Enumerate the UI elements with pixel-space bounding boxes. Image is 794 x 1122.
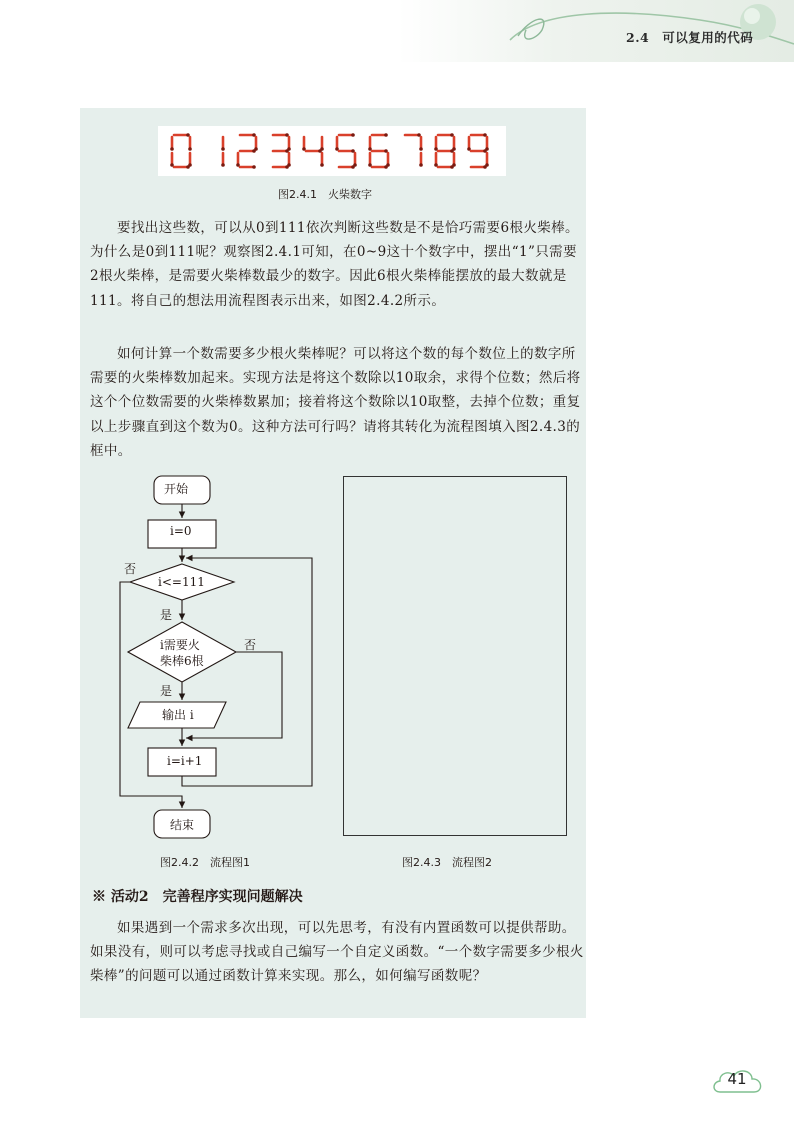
matchstick-head: [285, 149, 289, 153]
page-number-text: 41: [727, 1070, 747, 1088]
flowchart-condition-2-line-1: i需要火: [160, 638, 200, 652]
matchstick-head: [318, 149, 322, 153]
activity-2-paragraph: 如果遇到一个需求多次出现，可以先思考，有没有内置函数可以提供帮助。如果没有，则可以考虑寻找或自己编写一个自定义函数。“一个数字需要多少根火柴棒”的问题可以通过函数计算来实现。那么，如何编写函数呢？: [90, 920, 584, 985]
matchstick-head: [419, 163, 423, 167]
figure1-caption: 图2.4.1 火柴数字: [278, 188, 372, 201]
matchstick-digits-figure: [158, 126, 506, 176]
matchstick-head: [483, 149, 487, 153]
matchstick-head: [351, 165, 355, 169]
flowchart-start-label: 开始: [164, 482, 189, 496]
matchstick-head: [285, 165, 289, 169]
matchstick-head: [368, 163, 372, 167]
matchstick-head: [320, 163, 324, 167]
flowchart-yes-label-1: 是: [160, 608, 173, 622]
flowchart-yes-label-2: 是: [160, 684, 173, 698]
figure2-caption: 图2.4.2 流程图1: [160, 856, 250, 869]
matchstick-head: [252, 149, 256, 153]
matchstick-head: [188, 147, 192, 151]
paragraph-1: 要找出这些数，可以从0到111依次判断这些数是不是恰巧需要6根火柴棒。为什么是0到111呢？观察图2.4.1可知，在0~9这十个数字中，摆出“1”只需要2根火柴棒，是需要火柴棒数最少的数字。因此6根火柴棒能摆放的最大数就是111。将自己的想法用流程图表示出来，如图2.4.2所示。: [90, 220, 579, 309]
matchstick-head: [384, 165, 388, 169]
flowchart-2-empty-box: [343, 476, 567, 836]
flowchart-output-label: 输出 i: [162, 708, 194, 722]
matchstick-head: [384, 149, 388, 153]
matchstick-head: [419, 147, 423, 151]
figure3-caption: 图2.4.3 流程图2: [402, 856, 492, 869]
activity-2-title: ※ 活动2 完善程序实现问题解决: [92, 889, 303, 905]
matchstick-head: [351, 133, 355, 137]
matchstick-head: [170, 147, 174, 151]
flowchart-condition-1-label: i<=111: [158, 575, 205, 589]
matchstick-head: [186, 165, 190, 169]
matchstick-head: [434, 163, 438, 167]
flowchart-condition-2-line-2: 柴棒6根: [160, 654, 204, 668]
matchstick-head: [450, 149, 454, 153]
flowchart-no-label-2: 否: [244, 638, 257, 652]
matchstick-head: [384, 133, 388, 137]
paragraph-2: 如何计算一个数需要多少根火柴棒呢？可以将这个数的每个数位上的数字所需要的火柴棒数加起来。实现方法是将这个数除以10取余，求得个位数；然后将这个个位数需要的火柴棒数累加；接着将这个数除以10取整，去掉个位数；重复以上步骤直到这个数为0。这种方法可行吗？请将其转化为流程图填入图2.4.3的框中。: [90, 346, 581, 459]
matchstick-head: [252, 165, 256, 169]
page-number-cloud-icon: [710, 1064, 764, 1096]
matchstick-head: [221, 147, 225, 151]
flowchart-no-label-1: 否: [124, 562, 137, 576]
matchstick-head: [170, 163, 174, 167]
flowchart-init-label: i=0: [170, 524, 192, 538]
matchstick-digits-svg: [158, 126, 506, 176]
matchstick-head: [221, 163, 225, 167]
matchstick-head: [236, 163, 240, 167]
flowchart-1: [110, 470, 330, 840]
matchstick-head: [351, 149, 355, 153]
matchstick-head: [483, 165, 487, 169]
flowchart-increment-label: i=i+1: [167, 754, 203, 768]
flowchart-end-label: 结束: [170, 818, 195, 832]
section-title: 2.4 可以复用的代码: [626, 30, 754, 45]
matchstick-head: [450, 165, 454, 169]
